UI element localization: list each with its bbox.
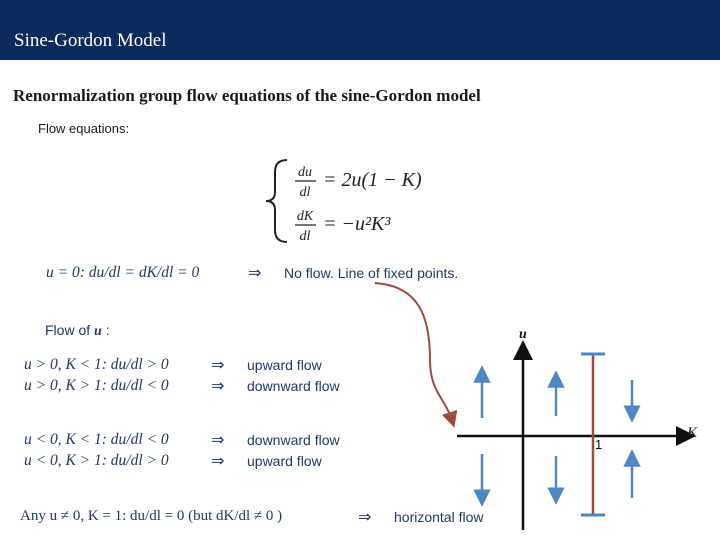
case-condition: u < 0, K > 1: du/dl > 0 — [24, 452, 169, 469]
fixed-line-result: No flow. Line of fixed points. — [284, 265, 459, 281]
flow-equations-label: Flow equations: — [38, 121, 130, 136]
flow-of-u-prefix: Flow of — [45, 322, 95, 338]
case-result: downward flow — [247, 378, 340, 394]
case-condition: u > 0, K > 1: du/dl < 0 — [24, 377, 169, 394]
case-condition: u > 0, K < 1: du/dl > 0 — [24, 356, 169, 373]
subtitle: Renormalization group flow equations of the sine-Gordon model — [13, 86, 481, 105]
horizontal-flow-condition: Any u ≠ 0, K = 1: du/dl = 0 (but dK/dl ≠ 0 ) — [20, 508, 283, 524]
case-condition: u < 0, K < 1: du/dl < 0 — [24, 431, 169, 448]
eq2-rhs: = −u²K³ — [323, 213, 391, 235]
implies-arrow: ⇒ — [248, 263, 262, 282]
implies-arrow: ⇒ — [211, 451, 225, 470]
eq1-rhs: = 2u(1 − K) — [323, 169, 422, 191]
case-result: upward flow — [247, 453, 322, 469]
implies-arrow: ⇒ — [211, 355, 225, 374]
case-result: upward flow — [247, 357, 322, 373]
implies-arrow: ⇒ — [358, 507, 372, 526]
fixed-line-condition: u = 0: du/dl = dK/dl = 0 — [46, 264, 200, 281]
implies-arrow: ⇒ — [211, 376, 225, 395]
fixed-line-pointer-curve — [375, 283, 452, 420]
eq1-numerator: du — [298, 165, 312, 180]
k-axis-label: K — [687, 425, 698, 441]
u-axis-label: u — [519, 327, 527, 342]
eq2-numerator: dK — [296, 209, 314, 224]
implies-arrow: ⇒ — [211, 430, 225, 449]
k-tick-label: 1 — [595, 437, 603, 452]
eq2-denominator: dl — [299, 229, 311, 244]
flow-of-u-var: u — [94, 324, 102, 339]
slide-title: Sine-Gordon Model — [14, 30, 167, 51]
eq1-denominator: dl — [299, 185, 311, 200]
case-result: downward flow — [247, 432, 340, 448]
flow-of-u-suffix: : — [101, 322, 110, 338]
horizontal-flow-result: horizontal flow — [394, 509, 484, 525]
